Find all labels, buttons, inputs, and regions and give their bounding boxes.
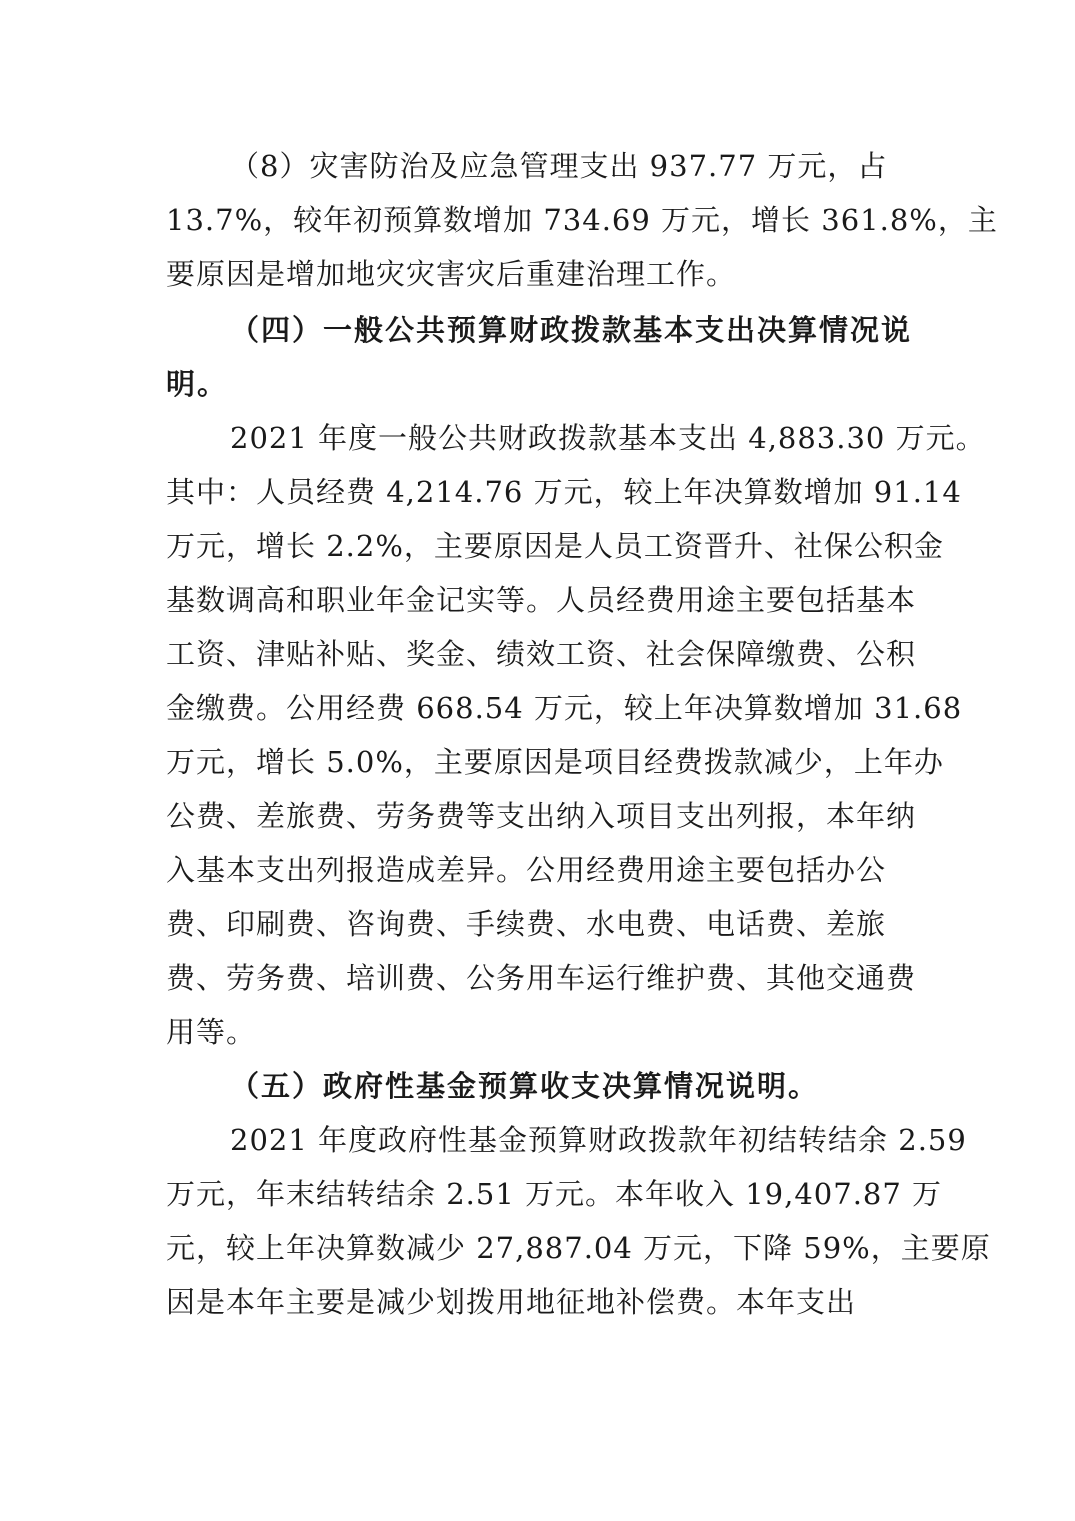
paragraph-line: 因是本年主要是减少划拨用地征地补偿费。本年支出 — [166, 1285, 857, 1319]
paragraph-line: 要原因是增加地灾灾害灾后重建治理工作。 — [166, 257, 737, 291]
paragraph-line: 13.7%，较年初预算数增加 734.69 万元，增长 361.8%，主 — [166, 203, 998, 237]
paragraph-line: 元，较上年决算数减少 27,887.04 万元，下降 59%，主要原 — [166, 1231, 991, 1265]
section-heading: （五）政府性基金预算收支决算情况说明。 — [230, 1069, 820, 1103]
paragraph-line: 公费、差旅费、劳务费等支出纳入项目支出列报，本年纳 — [166, 799, 917, 833]
paragraph-line: 工资、津贴补贴、奖金、绩效工资、社会保障缴费、公积 — [166, 637, 917, 671]
paragraph-line: 2021 年度一般公共财政拨款基本支出 4,883.30 万元。 — [230, 421, 986, 455]
paragraph-line: （8）灾害防治及应急管理支出 937.77 万元，占 — [230, 149, 888, 183]
paragraph-line: 其中：人员经费 4,214.76 万元，较上年决算数增加 91.14 — [166, 475, 962, 509]
paragraph-line: 金缴费。公用经费 668.54 万元，较上年决算数增加 31.68 — [166, 691, 963, 725]
paragraph-line: 费、印刷费、咨询费、手续费、水电费、电话费、差旅 — [166, 907, 887, 941]
section-heading: （四）一般公共预算财政拨款基本支出决算情况说 — [230, 313, 913, 347]
paragraph-line: 入基本支出列报造成差异。公用经费用途主要包括办公 — [166, 853, 887, 887]
paragraph-line: 费、劳务费、培训费、公务用车运行维护费、其他交通费 — [166, 961, 917, 995]
paragraph-line: 万元，年末结转结余 2.51 万元。本年收入 19,407.87 万 — [166, 1177, 943, 1211]
paragraph-line: 用等。 — [166, 1015, 257, 1049]
paragraph-line: 万元，增长 5.0%，主要原因是项目经费拨款减少，上年办 — [166, 745, 944, 779]
paragraph-line: 万元，增长 2.2%，主要原因是人员工资晋升、社保公积金 — [166, 529, 944, 563]
paragraph-line: 基数调高和职业年金记实等。人员经费用途主要包括基本 — [166, 583, 917, 617]
paragraph-line: 2021 年度政府性基金预算财政拨款年初结转结余 2.59 — [230, 1123, 967, 1157]
section-heading: 明。 — [166, 367, 229, 401]
